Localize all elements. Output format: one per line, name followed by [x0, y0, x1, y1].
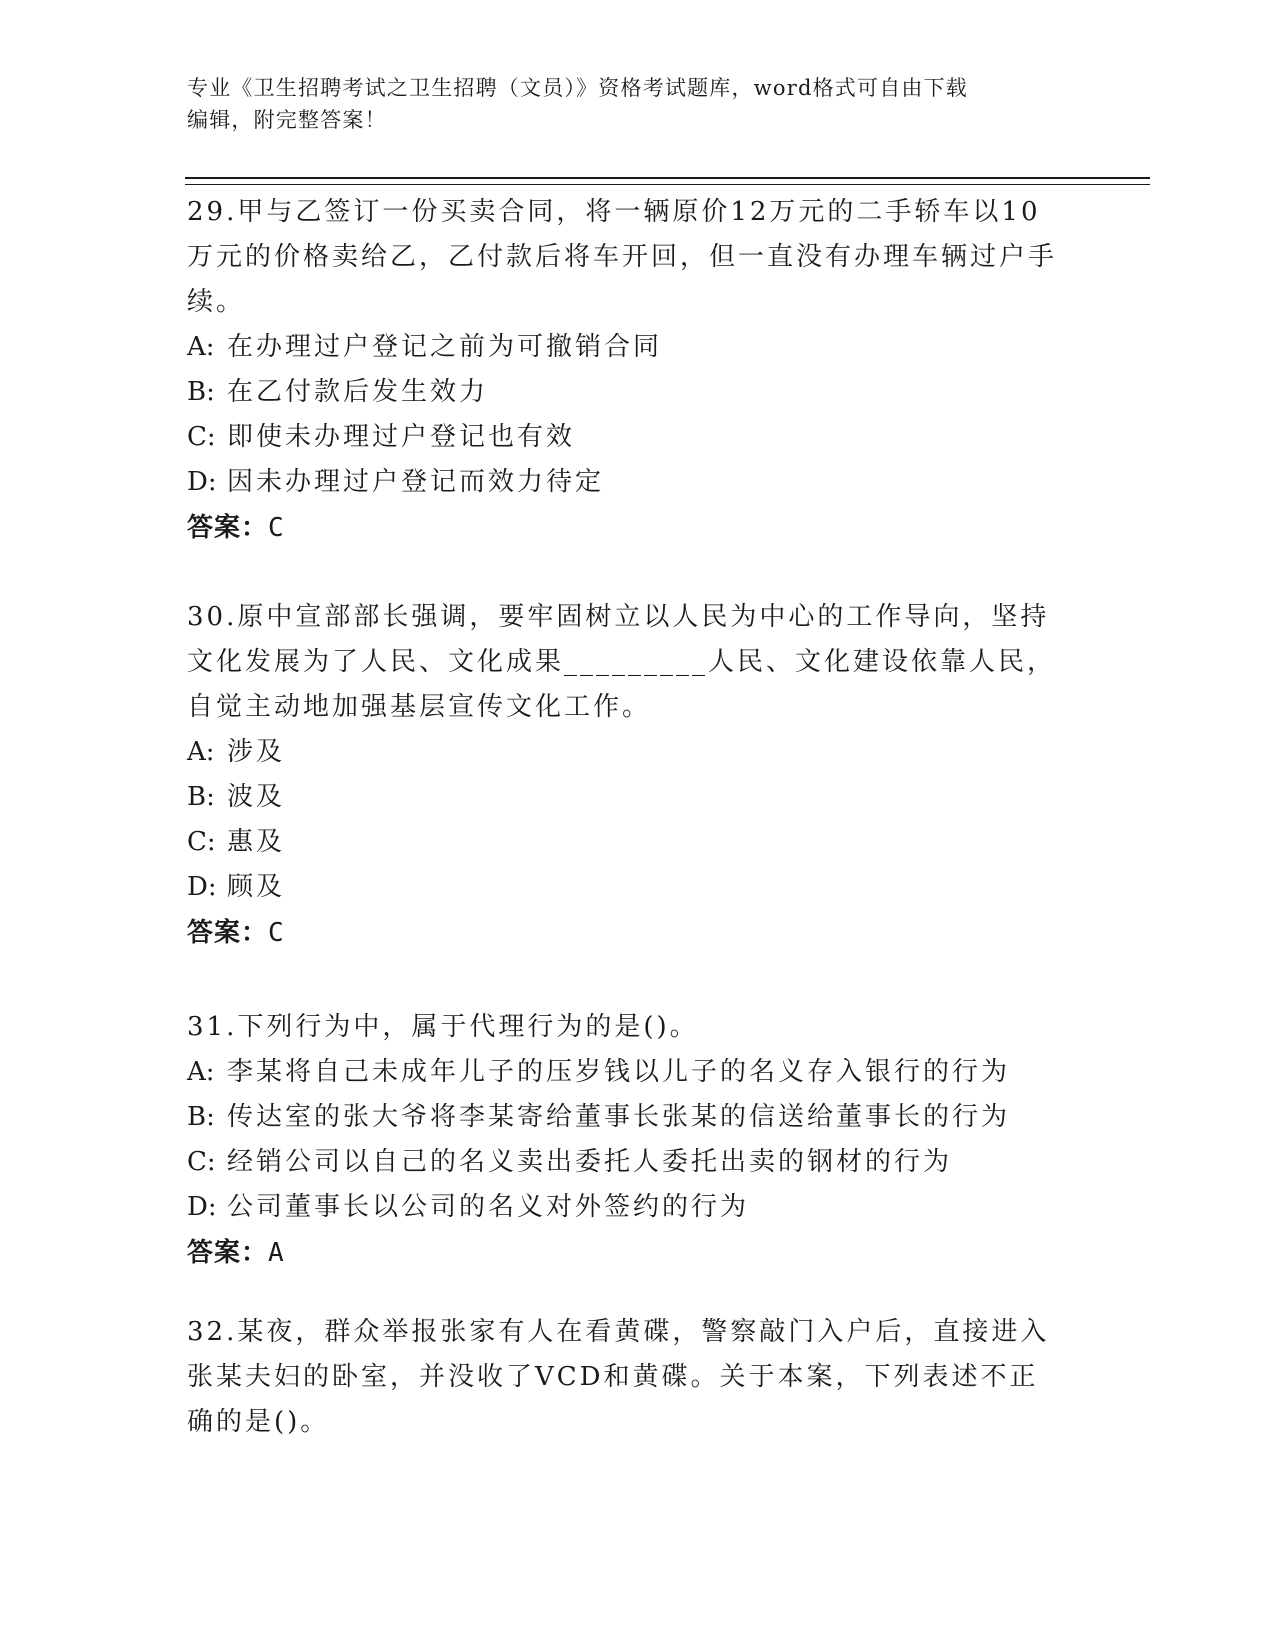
option-d [187, 460, 1067, 505]
header-line-2: 编辑，附完整答案！ [187, 108, 387, 132]
option-text: 顾及 [227, 872, 286, 902]
option-text: 公司董事长以公司的名义对外签约的行为 [227, 1192, 750, 1222]
answer-value: C [268, 918, 285, 948]
option-letter: C: [187, 827, 216, 857]
option-letter: B: [187, 782, 215, 812]
question-stem: 32.某夜，群众举报张家有人在看黄碟，警察敲门入户后，直接进入张某夫妇的卧室，并没收了VCD和黄碟。关于本案，下列表述不正确的是()。 [187, 1317, 1050, 1437]
option-c [187, 820, 1067, 865]
question-32 [187, 1310, 1067, 1445]
answer-label: 答案： [187, 1238, 269, 1268]
question-stem: 30.原中宣部部长强调，要牢固树立以人民为中心的工作导向，坚持文化发展为了人民、文化成果_________人民、文化建设依靠人民，自觉主动地加强基层宣传文化工作。 [187, 602, 1057, 722]
option-letter: A: [187, 737, 215, 767]
option-letter: B: [187, 1102, 215, 1132]
option-letter: D: [187, 1192, 217, 1222]
option-text: 李某将自己未成年儿子的压岁钱以儿子的名义存入银行的行为 [227, 1057, 1011, 1087]
option-letter: C: [187, 1147, 216, 1177]
option-text: 在乙付款后发生效力 [227, 377, 489, 407]
option-text: 传达室的张大爷将李某寄给董事长张某的信送给董事长的行为 [227, 1102, 1011, 1132]
header-line-1: 专业《卫生招聘考试之卫生招聘（文员）》资格考试题库，word格式可自由下载 [187, 76, 968, 100]
option-text: 即使未办理过户登记也有效 [227, 422, 576, 452]
answer-label: 答案： [187, 918, 269, 948]
option-c [187, 415, 1067, 460]
option-letter: A: [187, 1057, 215, 1087]
question-29 [187, 190, 1067, 551]
header-divider-thick [185, 177, 1150, 179]
option-d [187, 1185, 1067, 1230]
option-letter: A: [187, 332, 215, 362]
header-divider-thin [185, 184, 1150, 185]
answer-label: 答案： [187, 513, 269, 543]
option-c [187, 1140, 1067, 1185]
answer-line [187, 505, 1067, 551]
option-text: 惠及 [227, 827, 286, 857]
document-header [187, 72, 1067, 136]
option-letter: D: [187, 467, 217, 497]
option-a [187, 730, 1067, 775]
option-b [187, 775, 1067, 820]
option-text: 在办理过户登记之前为可撤销合同 [227, 332, 663, 362]
option-text: 经销公司以自己的名义卖出委托人委托出卖的钢材的行为 [227, 1147, 953, 1177]
question-stem: 31.下列行为中，属于代理行为的是()。 [187, 1012, 699, 1042]
option-a [187, 325, 1067, 370]
question-31 [187, 1005, 1067, 1276]
option-b [187, 370, 1067, 415]
option-text: 涉及 [227, 737, 286, 767]
answer-line [187, 910, 1067, 956]
option-letter: C: [187, 422, 216, 452]
answer-value: A [268, 1238, 285, 1268]
option-text: 因未办理过户登记而效力待定 [227, 467, 605, 497]
option-a [187, 1050, 1067, 1095]
question-30 [187, 595, 1067, 956]
answer-value: C [268, 513, 285, 543]
option-b [187, 1095, 1067, 1140]
option-text: 波及 [227, 782, 286, 812]
option-d [187, 865, 1067, 910]
answer-line [187, 1230, 1067, 1276]
question-stem: 29.甲与乙签订一份买卖合同，将一辆原价12万元的二手轿车以10万元的价格卖给乙，乙付款后将车开回，但一直没有办理车辆过户手续。 [187, 197, 1058, 317]
option-letter: D: [187, 872, 217, 902]
option-letter: B: [187, 377, 215, 407]
